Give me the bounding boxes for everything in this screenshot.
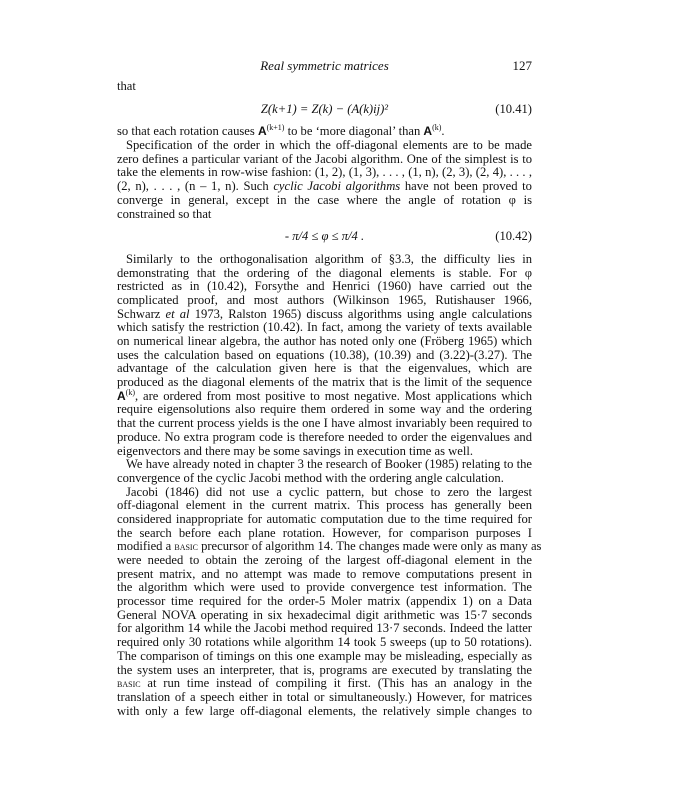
text-run: 1973, Ralston 1965) discuss algorithms using angle calculations xyxy=(189,306,532,321)
equation-number: (10.41) xyxy=(495,101,532,116)
text-line xyxy=(117,125,532,139)
page-body xyxy=(117,79,542,718)
text-run: off-diagonal element in the current matrix. This process has generally been xyxy=(117,498,532,513)
text-line xyxy=(117,335,532,349)
text-run: considered inappropriate for automatic computation due to the time required for xyxy=(117,511,532,526)
text-line xyxy=(117,486,532,500)
text-line xyxy=(117,180,532,194)
text-line xyxy=(117,609,532,623)
text-run: restricted as in (10.42), Forsythe and Henrici (1960) have carried out the xyxy=(117,279,532,294)
text-run: demonstrating that the ordering of the diagonal elements is stable. For φ xyxy=(117,265,532,280)
text-run: required only 30 rotations while algorithm 14 took 5 sweeps (up to 50 rotations). xyxy=(117,635,532,650)
text-run: uses the calculation based on equations (10.38), (10.39) and (3.22)-(3.27). The xyxy=(117,347,532,362)
italic-text: et al xyxy=(165,306,190,321)
text-run: produce. No extra program code is therefore needed to order the eigenvalues and xyxy=(117,429,532,444)
superscript: (k+1) xyxy=(266,123,285,133)
superscript: (k) xyxy=(125,387,135,397)
text-line xyxy=(117,527,532,541)
text-line xyxy=(117,417,532,431)
text-line xyxy=(117,267,532,281)
text-line xyxy=(117,166,532,180)
text-run: for algorithm 14 while the Jacobi method required 13·7 seconds. Indeed the latter xyxy=(117,621,532,636)
text-line xyxy=(117,513,532,527)
page-number: 127 xyxy=(512,58,532,73)
text-run: so that each rotation causes xyxy=(117,124,258,139)
text-line xyxy=(117,431,532,445)
text-line xyxy=(117,636,532,650)
text-run: Jacobi (1846) did not use a cyclic pattern, but chose to zero the largest xyxy=(126,484,532,499)
text-line xyxy=(117,139,532,153)
text-run: complicated proof, and most authors (Wilkinson 1965, Rutishauser 1966, xyxy=(117,292,532,307)
superscript: (k) xyxy=(432,123,442,133)
text-line xyxy=(117,595,532,609)
text-run: convergence of the cyclic Jacobi method with the ordering angle calculation. xyxy=(117,470,504,485)
text-run: Schwarz xyxy=(117,306,166,321)
text-run: on numerical linear algebra, the author has noted only one (Fröberg 1965) which xyxy=(117,334,532,348)
text-line xyxy=(117,308,532,322)
text-run: processor time required for the order-5 Moler matrix (appendix 1) on a Data xyxy=(117,594,532,609)
equation-expression: - π/4 ≤ φ ≤ π/4 . xyxy=(284,229,365,244)
text-line xyxy=(117,387,532,404)
text-run: Similarly to the orthogonalisation algorithm of §3.3, the difficulty lies in xyxy=(126,251,532,266)
matrix-symbol: A xyxy=(117,388,126,403)
text-line xyxy=(117,403,532,417)
text-run: The comparison of timings on this one example may be misleading, especially as xyxy=(117,648,532,663)
text-run: have not been proved to xyxy=(400,179,532,194)
text-run: eigenvectors and there may be some savings in execution time as well. xyxy=(117,443,474,458)
running-title: Real symmetric matrices xyxy=(260,58,389,73)
text-run: converge in general, except in the case where the angle of rotation φ is xyxy=(117,192,532,207)
text-line xyxy=(117,581,532,595)
text-line xyxy=(117,153,532,167)
text-run: take the elements in row-wise fashion: (1, 2), (1, 3), . . . , (1, n), (2, 3), (2, 4), . . . , xyxy=(117,165,532,180)
text-line xyxy=(117,349,532,363)
text-run: , are ordered from most positive to most negative. Most applications which xyxy=(135,388,532,403)
text-run: produced as the diagonal elements of the matrix that is the limit of the sequence xyxy=(117,375,532,390)
text-run: with only a few large off-diagonal elements, the relatively simple changes to xyxy=(117,703,532,718)
matrix-symbol: A xyxy=(423,124,433,139)
text-run: at run time instead of compiling it first. (This has an analogy in the xyxy=(140,676,532,691)
small-caps-text: basic xyxy=(117,678,141,691)
text-line xyxy=(117,622,532,636)
text-line xyxy=(117,539,542,554)
text-run: constrained so that xyxy=(117,206,212,221)
text-line xyxy=(117,321,532,335)
text-run: the algorithm which were used to provide convergence test information. The xyxy=(117,580,532,595)
text-line xyxy=(117,253,532,267)
text-line xyxy=(117,472,532,486)
text-run: General NOVA operating in six hexadecimal digit arithmetic was 15·7 seconds xyxy=(117,607,532,622)
equation xyxy=(117,230,532,244)
text-run: require eigensolutions also require them ordered in some way and the ordering xyxy=(117,402,532,417)
text-run: (2, n), . . . , (n – 1, n). Such xyxy=(117,179,274,194)
text-run: precursor of algorithm 14. The changes made were only as many as xyxy=(197,539,542,554)
text-run: We have already noted in chapter 3 the research of Booker (1985) relating to the xyxy=(126,457,532,472)
equation xyxy=(117,103,532,117)
text-run: zero defines a particular variant of the Jacobi algorithm. One of the simplest is to xyxy=(117,151,532,166)
text-line xyxy=(117,568,532,582)
text-run: the system uses an interpreter, that is, programs are executed by translating the xyxy=(117,662,532,677)
text-run: . xyxy=(441,124,445,139)
text-run: present matrix, and no attempt was made to remove computations present in xyxy=(117,566,532,581)
text-line xyxy=(117,194,532,208)
text-line xyxy=(117,650,532,664)
text-run: the search before each plane rotation. However, for comparison purposes I xyxy=(117,525,532,540)
text-line xyxy=(117,664,532,678)
text-line xyxy=(117,208,532,222)
text-run: Specification of the order in which the off-diagonal elements are to be made xyxy=(126,138,532,153)
text-line xyxy=(117,445,532,459)
text-line xyxy=(117,280,532,294)
equation-expression: Z(k+1) = Z(k) − (A(k)ij)² xyxy=(260,101,389,116)
italic-text: cyclic Jacobi algorithms xyxy=(273,179,401,194)
text-run: which satisfy the restriction (10.42). In fact, among the variety of texts available xyxy=(117,320,532,335)
text-line xyxy=(117,554,532,568)
text-run: that the current process yields is the one I have almost invariably been required to xyxy=(117,416,532,431)
text-line xyxy=(117,294,532,308)
text-line xyxy=(117,362,532,376)
text-line xyxy=(117,376,532,390)
equation-number: (10.42) xyxy=(495,229,532,244)
text-line xyxy=(117,80,532,94)
text-run: that xyxy=(117,79,136,93)
text-run: were needed to obtain the zeroing of the largest off-diagonal element in the xyxy=(117,553,532,567)
text-line xyxy=(117,677,532,691)
text-line xyxy=(117,705,532,719)
text-line xyxy=(117,691,532,705)
text-run: modified a xyxy=(117,539,175,554)
matrix-symbol: A xyxy=(257,124,267,139)
text-line xyxy=(117,499,532,513)
text-run: translation of a speech either in total or simultaneously.) However, for matrices xyxy=(117,689,532,704)
text-run: to be ‘more diagonal’ than xyxy=(284,124,424,139)
text-line xyxy=(117,458,532,472)
small-caps-text: basic xyxy=(174,541,198,554)
text-run: advantage of the calculation given here is that the eigenvalues, which are xyxy=(117,361,532,376)
